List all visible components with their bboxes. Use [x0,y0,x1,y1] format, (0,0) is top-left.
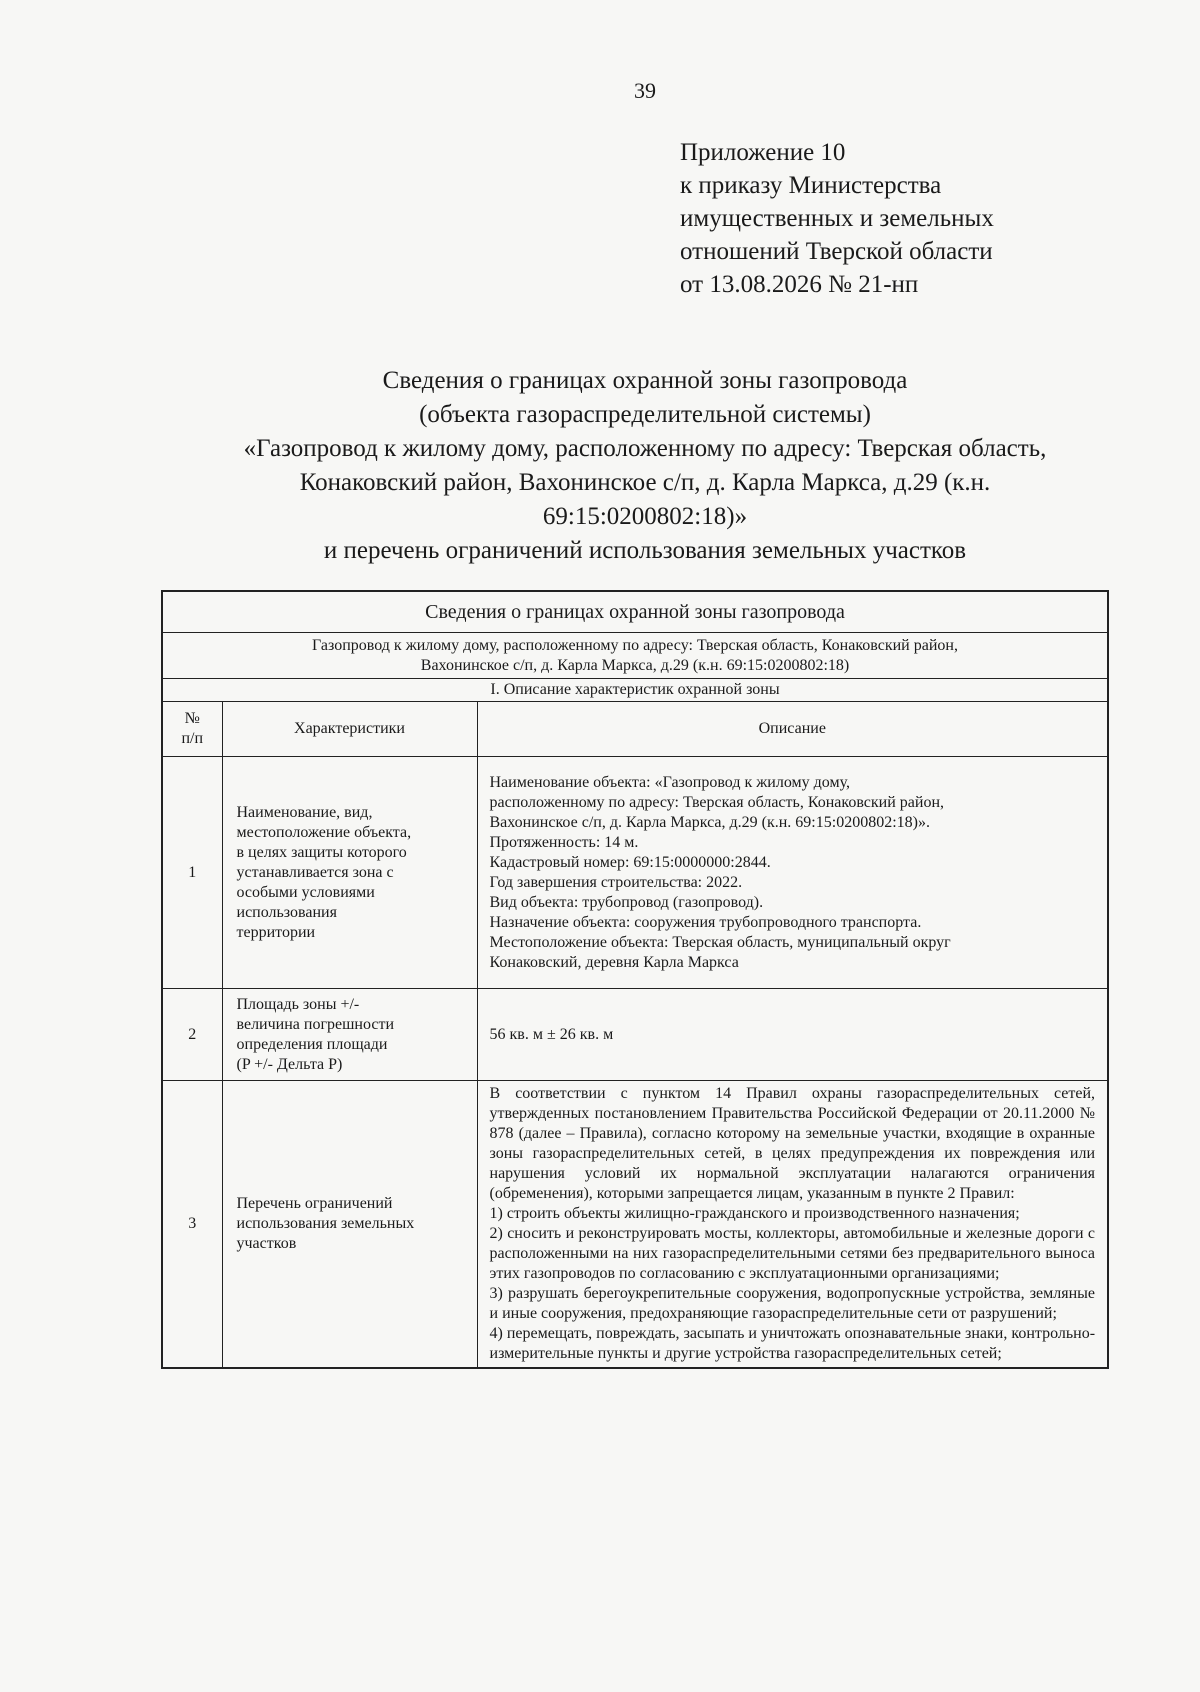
appendix-line: Приложение 10 [680,139,846,166]
title-line: 69:15:0200802:18)» [542,503,748,530]
description-line: Кадастровый номер: 69:15:0000000:2844. [489,853,771,871]
description-line: Протяженность: 14 м. [489,833,639,851]
section-title: I. Описание характеристик охранной зоны [162,679,1108,702]
row-characteristic [222,757,477,989]
characteristic-line: местоположение объекта, [236,823,412,841]
column-header-description: Описание [477,702,1108,757]
description-line: Назначение объекта: сооружения трубопроводного транспорта. [489,913,922,931]
characteristic-line: (P +/- Дельта P) [236,1055,343,1073]
object-line: Газопровод к жилому дому, расположенному по адресу: Тверская область, Конаковский район, [312,637,958,654]
table-row [162,1081,1108,1369]
appendix-line: отношений Тверской области [680,238,993,265]
table-header-object [162,633,1108,679]
characteristic-line: величина погрешности [236,1015,395,1033]
column-header-number-line: п/п [181,730,204,747]
characteristic-line: Наименование, вид, [236,803,373,821]
description-line: Местоположение объекта: Тверская область, муниципальный округ [489,933,951,951]
characteristic-line: устанавливается зона с [236,863,394,881]
characteristic-line: Площадь зоны +/- [236,995,360,1013]
row-description [477,757,1108,989]
protection-zone-table [161,590,1109,1369]
characteristic-line: определения площади [236,1035,388,1053]
appendix-line: от 13.08.2026 № 21-нп [680,271,919,298]
row-characteristic [222,1081,477,1369]
characteristic-line: использования [236,903,337,921]
description-line: Конаковский, деревня Карла Маркса [489,953,739,971]
document-title [150,364,1140,568]
characteristic-line: территории [236,923,316,941]
description-line: Год завершения строительства: 2022. [489,873,743,891]
restriction-paragraph: В соответствии с пунктом 14 Правил охраны газораспределительных сетей, утвержденных постановлением Правительства Российской Федерации от 20.11.2000 № 878 (далее – Правила), согласно которому на земельные участки, входящие в охранные зоны газораспределительных сетей, в целях предупреждения их повреждения или нарушения условий их нормальной эксплуатации налагаются ограничения (обременения), которыми запрещается лицам, указанным в пункте 2 Правил: [489,1085,1096,1202]
title-line: «Газопровод к жилому дому, расположенному по адресу: Тверская область, [243,435,1047,462]
row-number: 3 [162,1081,222,1369]
protection-zone-table-wrapper [161,590,1107,1369]
title-line: и перечень ограничений использования земельных участков [323,537,967,564]
restriction-paragraph: 3) разрушать берегоукрепительные сооружения, водопропускные устройства, земляные и иные сооружения, предохраняющие газораспределительные сети от разрушений; [489,1285,1096,1322]
characteristic-line: участков [236,1235,297,1252]
column-header-number-line: № [184,710,200,727]
restriction-paragraph: 4) перемещать, повреждать, засыпать и уничтожать опознавательные знаки, контрольно-измерительные пункты и другие устройства газораспределительных сетей; [489,1325,1096,1362]
table-row [162,989,1108,1081]
column-header-number [162,702,222,757]
appendix-line: имущественных и земельных [680,205,994,232]
description-line: Вахонинское с/п, д. Карла Маркса, д.29 (к.н. 69:15:0200802:18)». [489,813,930,831]
characteristic-line: особыми условиями [236,883,375,901]
description-line: расположенному по адресу: Тверская область, Конаковский район, [489,793,944,811]
appendix-note [680,136,994,301]
characteristic-line: в целях защиты которого [236,843,407,861]
column-header-characteristics: Характеристики [222,702,477,757]
title-line: Конаковский район, Вахонинское с/п, д. Карла Маркса, д.29 (к.н. [299,469,991,496]
row-number: 1 [162,757,222,989]
title-line: Сведения о границах охранной зоны газопровода [382,367,908,394]
restriction-paragraph: 1) строить объекты жилищно-гражданского и производственного назначения; [489,1205,1020,1222]
object-line: Вахонинское с/п, д. Карла Маркса, д.29 (к.н. 69:15:0200802:18) [420,657,850,674]
restriction-paragraph: 2) сносить и реконструировать мосты, коллекторы, автомобильные и железные дороги с расположенными на них газораспределительными сетями без предварительного выноса этих газопроводов по согласованию с эксплуатационными организациями; [489,1225,1096,1282]
row-characteristic [222,989,477,1081]
description-line: Наименование объекта: «Газопровод к жилому дому, [489,773,851,791]
characteristic-line: использования земельных [236,1215,415,1232]
title-line: (объекта газораспределительной системы) [419,401,871,428]
table-row [162,757,1108,989]
table-header-main: Сведения о границах охранной зоны газопровода [162,591,1108,633]
page-number: 39 [634,78,656,103]
restrictions-text [477,1081,1108,1369]
appendix-line: к приказу Министерства [680,172,942,199]
row-description: 56 кв. м ± 26 кв. м [477,989,1108,1081]
characteristic-line: Перечень ограничений [236,1195,393,1212]
row-number: 2 [162,989,222,1081]
description-line: Вид объекта: трубопровод (газопровод). [489,893,764,911]
